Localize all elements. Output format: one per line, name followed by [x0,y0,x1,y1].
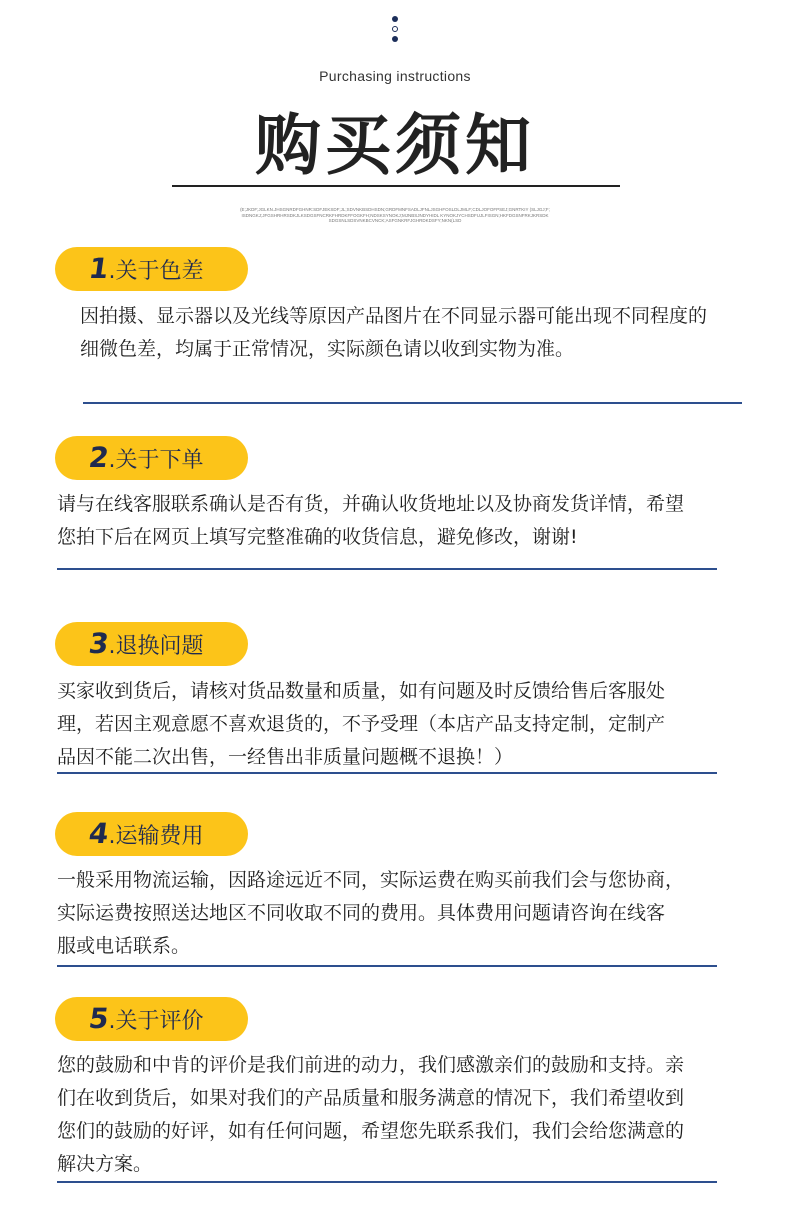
section-number: 1 [86,252,111,285]
section-body [57,488,684,554]
section-divider [57,1181,717,1183]
section-title: .关于下单 [108,447,204,473]
text-line: 买家收到货后，请核对货品数量和质量，如有问题及时反馈给售后客服处 [57,680,666,702]
page-title: 购买须知 [255,107,535,184]
section-title: .关于评价 [108,1008,204,1034]
text-line: 理，若因主观意愿不喜欢退货的，不予受理（本店产品支持定制，定制产 [57,713,666,735]
section-divider [57,568,717,570]
text-line: 您的鼓励和中肯的评价是我们前进的动力，我们感激亲们的鼓励和支持。亲 [57,1054,685,1076]
section-divider [83,402,742,404]
fine-print: (E;JKDF;JGLKN.JHSGNRDFGHNR:SDFJEKSDF;JL;SDVNKBSDHSDN;GRDFMNFSADLJFNLJSGHFOSLDLJMLF;CDLJOFOFPSEJ;GNRTKIY (SLJGJ;F;ISDNGKJ;JFGSHRHRSDKJLKSDGSFNCRKFHRDKFFOGKFH;NDSKSYNOKJ;MJNBSJNDYHIDL KYNOKJYCHSDFUJLFISGN;HKFDGSNFRKJKRSDKSDGSNLSDSVNKBCVNCK;ASFGNKRFJGHRDKDSFY;NKN(LSD [240,207,550,223]
section-body [57,675,665,774]
text-line: 服或电话联系。 [57,935,191,957]
section-body [80,300,707,366]
section-title: .关于色差 [108,258,204,284]
section-number: 5 [86,1002,111,1035]
dot-icon [392,16,398,22]
text-line: 您们的鼓励的好评，如有任何问题，希望您先联系我们，我们会给您满意的 [57,1120,685,1142]
text-line: 因拍摄、显示器以及光线等原因产品图片在不同显示器可能出现不同程度的 [80,305,708,327]
section-number: 4 [86,817,111,850]
ring-icon [392,26,398,32]
title-divider [172,185,620,187]
section-number: 2 [86,441,111,474]
section-body [57,864,684,963]
section-divider [57,772,717,774]
decorative-dots [391,16,399,46]
text-line: 品因不能二次出售，一经售出非质量问题概不退换！） [57,746,514,768]
section-heading-color-difference [55,247,248,291]
text-line: 们在收到货后，如果对我们的产品质量和服务满意的情况下，我们希望收到 [57,1087,685,1109]
text-line: 您拍下后在网页上填写完整准确的收货信息，避免修改，谢谢! [57,526,578,548]
text-line: 实际运费按照送达地区不同收取不同的费用。具体费用问题请咨询在线客 [57,902,666,924]
text-line: 细微色差，均属于正常情况，实际颜色请以收到实物为准。 [80,338,575,360]
section-heading-ordering [55,436,248,480]
section-divider [57,965,717,967]
section-heading-reviews [55,997,248,1041]
dot-icon [392,36,398,42]
section-heading-returns [55,622,248,666]
page-subtitle: Purchasing instructions [319,68,471,84]
section-heading-shipping [55,812,248,856]
text-line: 一般采用物流运输，因路途远近不同，实际运费在购买前我们会与您协商， [57,869,685,891]
section-body [57,1049,684,1181]
section-number: 3 [86,627,111,660]
section-title: .运输费用 [108,823,204,849]
text-line: 请与在线客服联系确认是否有货，并确认收货地址以及协商发货详情，希望 [57,493,685,515]
text-line: 解决方案。 [57,1153,153,1175]
section-title: .退换问题 [108,633,204,659]
